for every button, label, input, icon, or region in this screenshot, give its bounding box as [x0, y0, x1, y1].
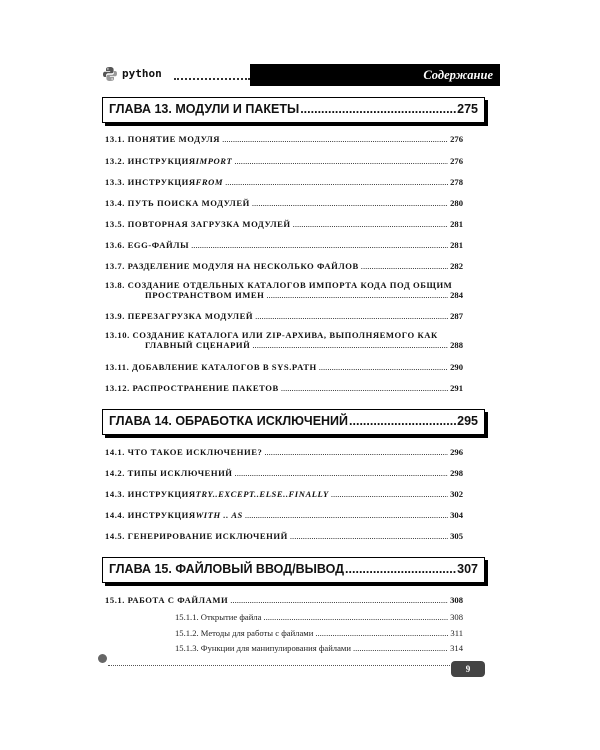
entry-keyword: TRY..EXCEPT..ELSE..FINALLY — [195, 489, 329, 499]
entry-title: ДОБАВЛЕНИЕ КАТАЛОГОВ В SYS.PATH — [132, 362, 317, 372]
python-logo-icon — [102, 66, 118, 82]
entry-title: ИНСТРУКЦИЯ — [127, 489, 196, 499]
entry-number: 13.1. — [105, 134, 125, 144]
entry-keyword: WITH .. AS — [195, 510, 243, 520]
entry-number: 13.11. — [105, 362, 130, 372]
entry-title: ПОНЯТИЕ МОДУЛЯ — [127, 134, 221, 144]
entry-number: 13.10. — [105, 330, 130, 340]
entry-title: РАБОТА С ФАЙЛАМИ — [127, 595, 229, 605]
entry-page: 276 — [450, 134, 463, 144]
entry-title: ПУТЬ ПОИСКА МОДУЛЕЙ — [127, 198, 250, 208]
entry-number: 15.1.2. — [175, 628, 199, 638]
toc-entry-13-1[interactable] — [105, 134, 463, 144]
dot-leader — [353, 643, 448, 653]
entry-number: 14.2. — [105, 468, 125, 478]
entry-number: 15.1.1. — [175, 612, 199, 622]
entry-title: ИНСТРУКЦИЯ — [127, 156, 196, 166]
dot-leader — [315, 628, 448, 638]
dot-leader — [349, 414, 456, 428]
dot-leader — [293, 219, 448, 229]
entry-page: 284 — [450, 290, 463, 300]
chapter-title: ГЛАВА 15. ФАЙЛОВЫЙ ВВОД/ВЫВОД — [109, 562, 345, 576]
entry-title: Открытие файла — [200, 612, 262, 622]
dot-leader — [361, 261, 448, 271]
toc-subentry-15-1-2[interactable] — [175, 628, 463, 638]
toc-entry-13-3[interactable] — [105, 177, 463, 187]
entry-number: 13.5. — [105, 219, 125, 229]
toc-entry-14-1[interactable] — [105, 447, 463, 457]
toc-entry-13-5[interactable] — [105, 219, 463, 229]
toc-entry-14-4[interactable] — [105, 510, 463, 520]
dot-leader — [191, 240, 448, 250]
dot-leader — [319, 362, 448, 372]
entry-number: 14.1. — [105, 447, 125, 457]
chapter-page: 307 — [457, 562, 478, 576]
dot-leader — [264, 447, 448, 457]
entry-number: 13.6. — [105, 240, 125, 250]
header-divider — [174, 78, 250, 80]
entry-number: 13.12. — [105, 383, 130, 393]
entry-title: ЧТО ТАКОЕ ИСКЛЮЧЕНИЕ? — [127, 447, 263, 457]
entry-page: 304 — [450, 510, 463, 520]
entry-page: 305 — [450, 531, 463, 541]
entry-page: 302 — [450, 489, 463, 499]
entry-page: 280 — [450, 198, 463, 208]
entry-page: 278 — [450, 177, 463, 187]
dot-leader — [331, 489, 448, 499]
page-header — [102, 64, 500, 86]
chapter-title: ГЛАВА 13. МОДУЛИ И ПАКЕТЫ — [109, 102, 300, 116]
entry-page: 290 — [450, 362, 463, 372]
dot-leader — [290, 531, 448, 541]
entry-number: 14.4. — [105, 510, 125, 520]
chapter-page: 295 — [457, 414, 478, 428]
entry-title: СОЗДАНИЕ ОТДЕЛЬНЫХ КАТАЛОГОВ ИМПОРТА КОДА ПОД ОБЩИМ — [127, 280, 453, 290]
dot-leader — [222, 134, 448, 144]
entry-page: 276 — [450, 156, 463, 166]
entry-page: 311 — [450, 628, 463, 638]
entry-page: 282 — [450, 261, 463, 271]
entry-title: СОЗДАНИЕ КАТАЛОГА ИЛИ ZIP-АРХИВА, ВЫПОЛНЯЕМОГО КАК — [132, 330, 438, 340]
entry-page: 296 — [450, 447, 463, 457]
entry-title: ГЕНЕРИРОВАНИЕ ИСКЛЮЧЕНИЙ — [127, 531, 288, 541]
chapter-13-heading[interactable] — [102, 97, 485, 123]
toc-entry-15-1[interactable] — [105, 595, 463, 605]
dot-leader — [235, 468, 449, 478]
chapter-title: ГЛАВА 14. ОБРАБОТКА ИСКЛЮЧЕНИЙ — [109, 414, 349, 428]
toc-subentry-15-1-3[interactable] — [175, 643, 463, 653]
entry-title-continued: ПРОСТРАНСТВОМ ИМЕН — [145, 290, 265, 300]
entry-number: 15.1. — [105, 595, 125, 605]
entry-number: 13.4. — [105, 198, 125, 208]
entry-title: Методы для работы с файлами — [200, 628, 314, 638]
entry-page: 288 — [450, 340, 463, 350]
toc-entry-14-5[interactable] — [105, 531, 463, 541]
page-number: 9 — [451, 661, 485, 677]
entry-title: Функции для манипулирования файлами — [200, 643, 351, 653]
entry-title: ПЕРЕЗАГРУЗКА МОДУЛЕЙ — [127, 311, 254, 321]
entry-page: 314 — [450, 643, 463, 653]
dot-leader — [281, 383, 448, 393]
toc-entry-13-9[interactable] — [105, 311, 463, 321]
entry-title-continued: ГЛАВНЫЙ СЦЕНАРИЙ — [145, 340, 251, 350]
entry-title: ИНСТРУКЦИЯ — [127, 177, 196, 187]
entry-number: 13.7. — [105, 261, 125, 271]
entry-page: 281 — [450, 240, 463, 250]
entry-number: 15.1.3. — [175, 643, 199, 653]
toc-entry-13-6[interactable] — [105, 240, 463, 250]
chapter-14-heading[interactable] — [102, 409, 485, 435]
toc-entry-14-2[interactable] — [105, 468, 463, 478]
toc-entry-13-12[interactable] — [105, 383, 463, 393]
toc-entry-13-7[interactable] — [105, 261, 463, 271]
toc-entry-13-10[interactable] — [105, 330, 463, 350]
dot-leader — [255, 311, 448, 321]
chapter-15-heading[interactable] — [102, 557, 485, 583]
dot-leader — [266, 290, 448, 300]
chapter-page: 275 — [457, 102, 478, 116]
entry-title: РАЗДЕЛЕНИЕ МОДУЛЯ НА НЕСКОЛЬКО ФАЙЛОВ — [127, 261, 359, 271]
brand-label: python — [122, 67, 162, 80]
entry-keyword: IMPORT — [195, 156, 233, 166]
footer-bullet-icon — [98, 654, 107, 663]
entry-title: ТИПЫ ИСКЛЮЧЕНИЙ — [127, 468, 233, 478]
section-title: Содержание — [250, 64, 500, 86]
dot-leader — [300, 102, 456, 116]
toc-entry-14-3[interactable] — [105, 489, 463, 499]
toc-subentry-15-1-1[interactable] — [175, 612, 463, 622]
entry-number: 13.3. — [105, 177, 125, 187]
dot-leader — [345, 562, 456, 576]
entry-page: 298 — [450, 468, 463, 478]
toc-entry-13-2[interactable] — [105, 156, 463, 166]
dot-leader — [234, 156, 448, 166]
dot-leader — [252, 340, 448, 350]
toc-entry-13-8[interactable] — [105, 280, 463, 300]
entry-number: 13.9. — [105, 311, 125, 321]
entry-page: 291 — [450, 383, 463, 393]
toc-entry-13-4[interactable] — [105, 198, 463, 208]
entry-title: ИНСТРУКЦИЯ — [127, 510, 196, 520]
entry-title: РАСПРОСТРАНЕНИЕ ПАКЕТОВ — [132, 383, 279, 393]
entry-number: 13.8. — [105, 280, 125, 290]
entry-page: 308 — [450, 595, 463, 605]
dot-leader — [263, 612, 448, 622]
entry-page: 308 — [450, 612, 463, 622]
entry-keyword: FROM — [195, 177, 224, 187]
entry-number: 14.3. — [105, 489, 125, 499]
entry-page: 287 — [450, 311, 463, 321]
entry-page: 281 — [450, 219, 463, 229]
dot-leader — [225, 177, 448, 187]
entry-number: 14.5. — [105, 531, 125, 541]
footer-divider — [108, 665, 450, 666]
entry-title: ПОВТОРНАЯ ЗАГРУЗКА МОДУЛЕЙ — [127, 219, 291, 229]
entry-number: 13.2. — [105, 156, 125, 166]
dot-leader — [230, 595, 448, 605]
dot-leader — [245, 510, 448, 520]
dot-leader — [252, 198, 448, 208]
toc-entry-13-11[interactable] — [105, 362, 463, 372]
entry-title: EGG-ФАЙЛЫ — [127, 240, 190, 250]
